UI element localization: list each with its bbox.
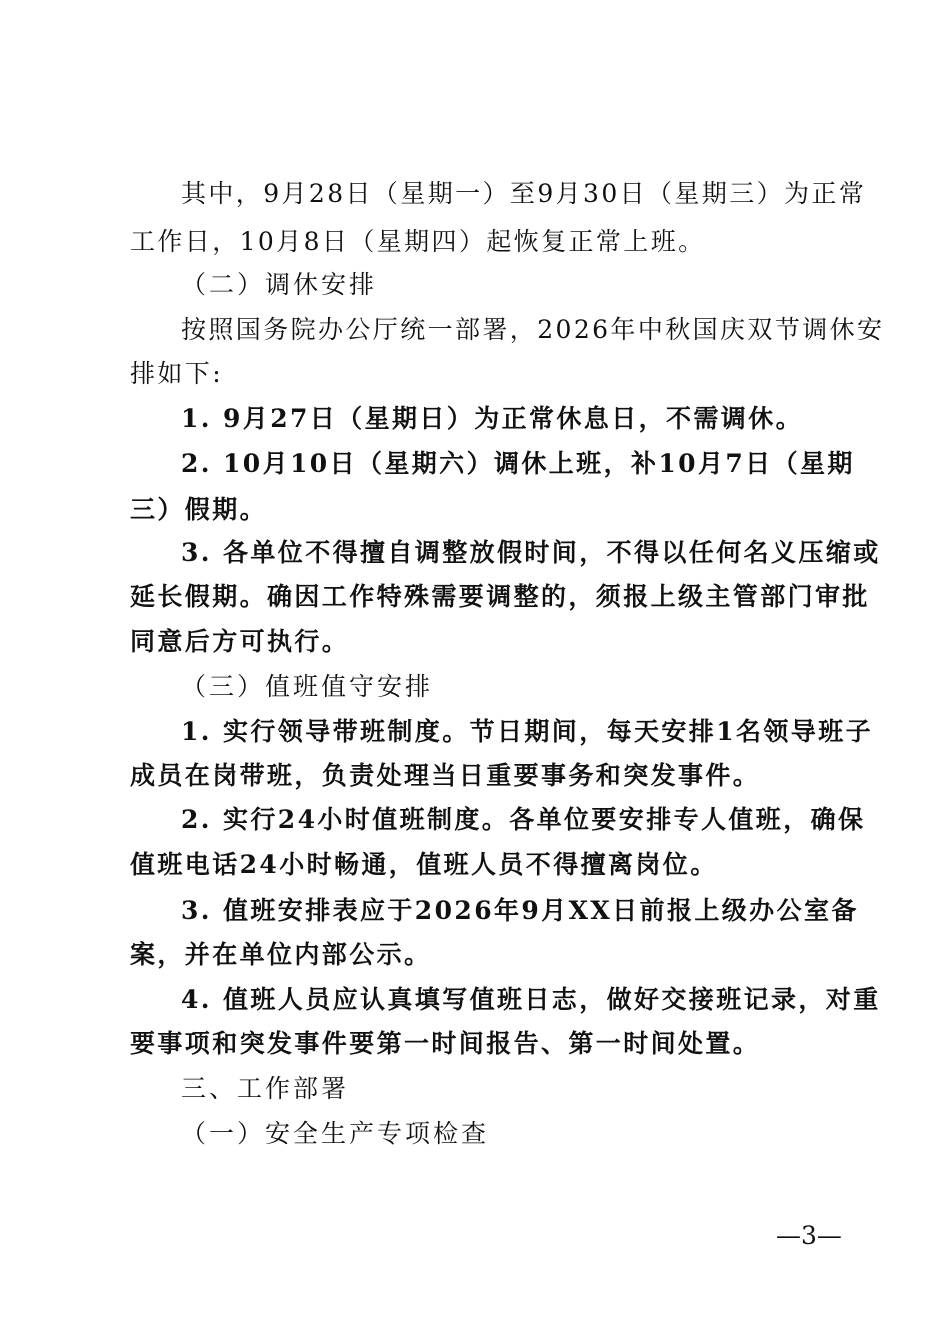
list-item: 3. 值班安排表应于2026年9月XX日前报上级办公室备 xyxy=(181,896,859,925)
section-heading: 三、工作部署 xyxy=(181,1074,350,1103)
list-item: 3. 各单位不得擅自调整放假时间，不得以任何名义压缩或 xyxy=(181,538,881,567)
list-item: 2. 实行24小时值班制度。各单位要安排专人值班，确保 xyxy=(181,805,866,834)
page-number: —3— xyxy=(776,1221,842,1250)
list-item: 要事项和突发事件要第一时间报告、第一时间处置。 xyxy=(130,1029,761,1058)
paragraph-line: 排如下: xyxy=(130,359,224,388)
list-item: 4. 值班人员应认真填写值班日志，做好交接班记录，对重 xyxy=(181,985,881,1014)
list-item: 延长假期。确因工作特殊需要调整的，须报上级主管部门审批 xyxy=(130,582,870,611)
list-item: 成员在岗带班，负责处理当日重要事务和突发事件。 xyxy=(130,761,761,790)
list-item: 三）假期。 xyxy=(130,495,268,524)
list-item: 1. 实行领导带班制度。节日期间，每天安排1名领导班子 xyxy=(181,717,873,746)
paragraph-line: 按照国务院办公厅统一部署，2026年中秋国庆双节调休安 xyxy=(181,315,885,344)
list-item: 2. 10月10日（星期六）调休上班，补10月7日（星期 xyxy=(181,449,855,478)
section-subheading: （三）值班值守安排 xyxy=(181,672,434,701)
paragraph-line: 其中，9月28日（星期一）至9月30日（星期三）为正常 xyxy=(181,179,867,208)
paragraph-line: 工作日，10月8日（星期四）起恢复正常上班。 xyxy=(130,227,706,256)
list-item: 同意后方可执行。 xyxy=(130,627,350,656)
section-subheading: （二）调休安排 xyxy=(181,270,378,299)
list-item: 案，并在单位内部公示。 xyxy=(130,940,432,969)
section-subheading: （一）安全生产专项检查 xyxy=(181,1119,490,1148)
list-item: 值班电话24小时畅通，值班人员不得擅离岗位。 xyxy=(130,850,718,879)
list-item: 1. 9月27日（星期日）为正常休息日，不需调休。 xyxy=(181,404,803,433)
